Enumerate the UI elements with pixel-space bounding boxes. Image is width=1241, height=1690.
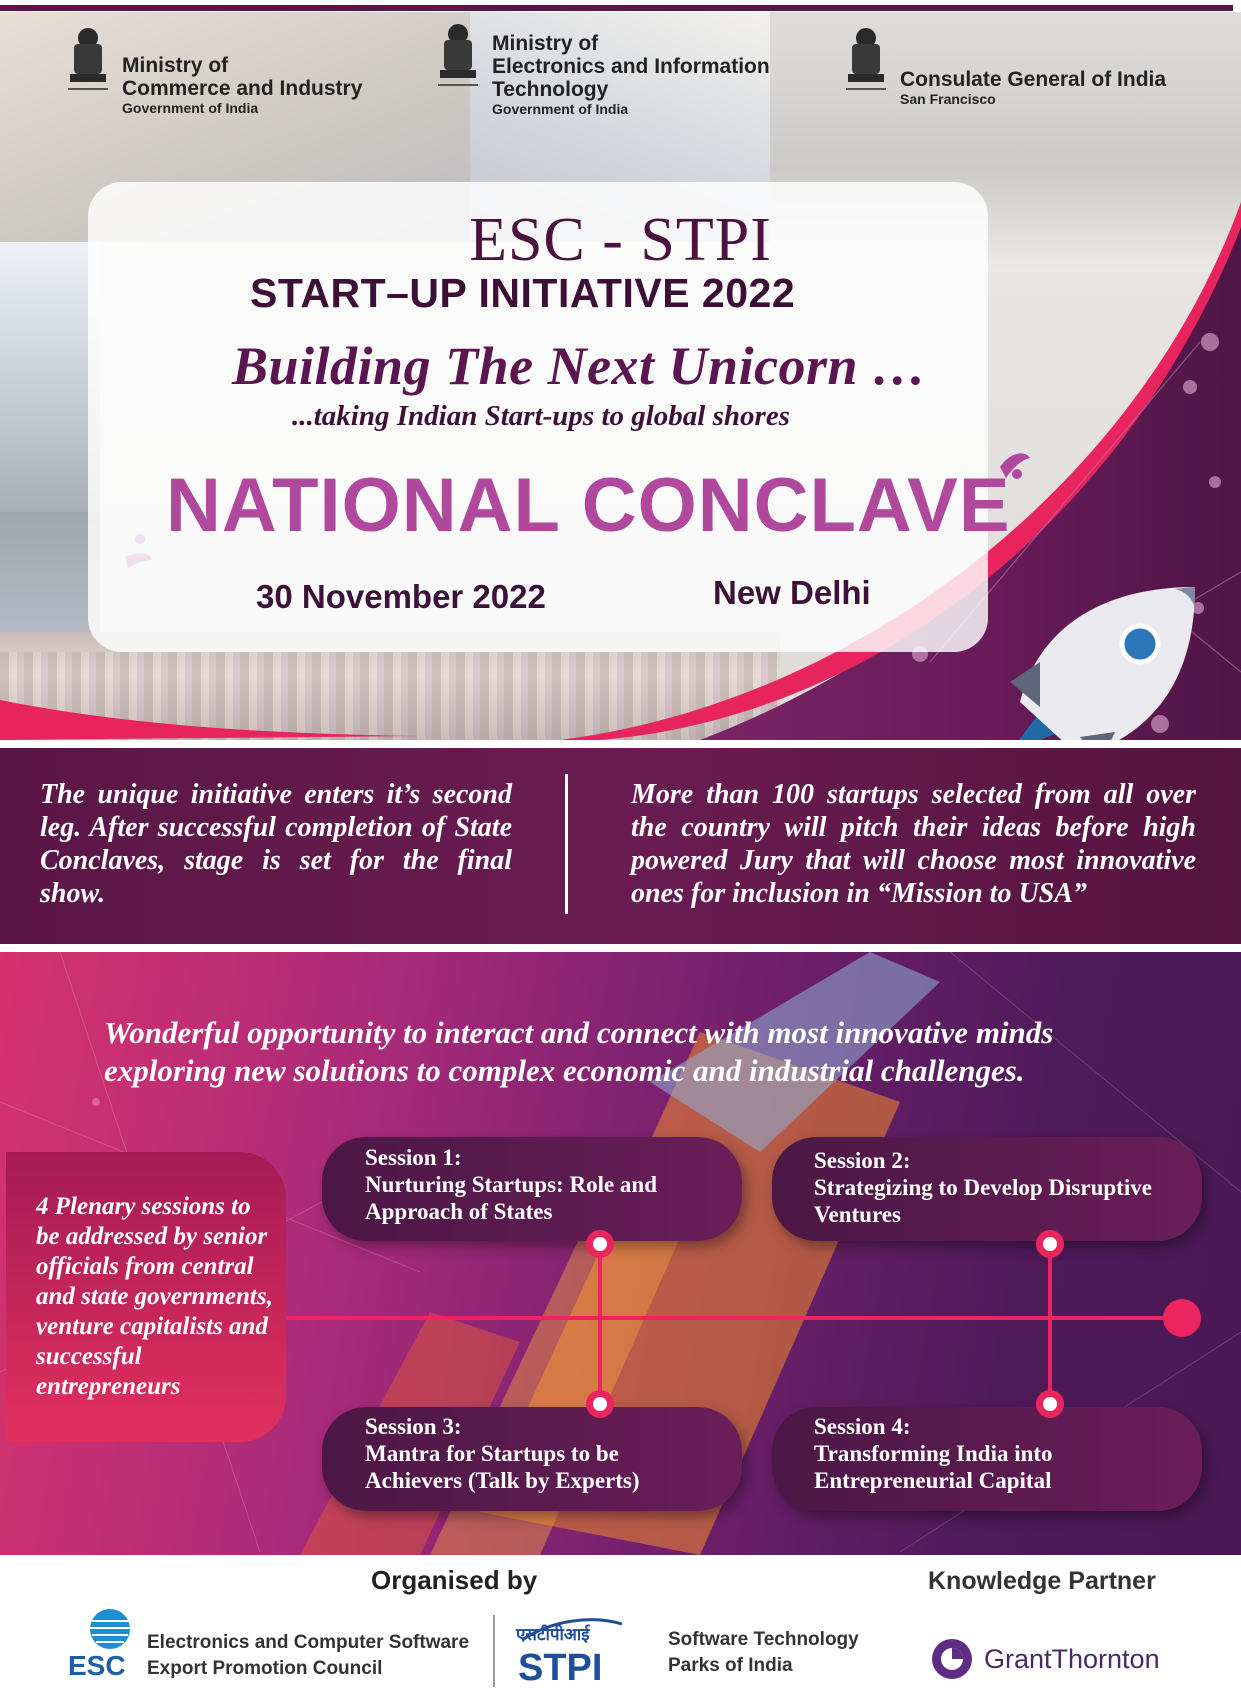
session-title: Entrepreneurial Capital <box>814 1468 1052 1493</box>
logo-line: Technology <box>492 78 609 101</box>
session-label: Session 2: <box>814 1148 911 1173</box>
info-band <box>0 748 1241 944</box>
session-title: Transforming India into <box>814 1441 1053 1466</box>
logo-line: Ministry of <box>492 32 599 55</box>
event-date: 30 November 2022 <box>256 578 546 615</box>
ashoka-emblem-icon <box>64 24 112 102</box>
session-title: Mantra for Startups to be <box>365 1441 619 1466</box>
session-title: Nurturing Startups: Role and <box>365 1172 658 1197</box>
stpi-name-line: Software Technology <box>668 1629 859 1650</box>
session-1-text <box>365 1144 657 1225</box>
session-label: Session 4: <box>814 1414 911 1439</box>
session-label: Session 3: <box>365 1414 462 1439</box>
session-4-text <box>814 1413 1053 1494</box>
timeline-end-dot <box>1163 1299 1201 1337</box>
esc-abbr: ESC <box>68 1650 126 1679</box>
opportunity-headline-line: Wonderful opportunity to interact and connect with most innovative minds <box>104 1015 1054 1050</box>
logo-meity <box>434 20 770 118</box>
footer-divider <box>493 1615 495 1687</box>
stpi-name-line: Parks of India <box>668 1655 793 1676</box>
program-section <box>0 952 1241 1555</box>
logo-line: San Francisco <box>900 91 996 107</box>
timeline-pin <box>1036 1230 1064 1258</box>
info-right-text: More than 100 startups selected from all over the country will pitch their ideas before high powered Jury that will choose most innovative ones for inclusion in “Mission to USA” <box>631 779 1196 909</box>
event-venue: New Delhi <box>713 574 871 611</box>
logo-line: Government of India <box>492 101 629 117</box>
logo-line: Consulate General of India <box>900 68 1167 91</box>
logo-line: Ministry of <box>122 54 229 77</box>
logo-line: Government of India <box>122 100 259 116</box>
timeline-pin <box>586 1390 614 1418</box>
stpi-hindi: एसटीपीआई <box>516 1625 590 1645</box>
session-title: Achievers (Talk by Experts) <box>365 1468 640 1493</box>
info-left-text: The unique initiative enters it’s second leg. After successful completion of State Conclaves, stage is set for the final show. <box>40 779 512 909</box>
esc-name-line: Electronics and Computer Software <box>147 1632 470 1653</box>
session-label: Session 1: <box>365 1145 462 1170</box>
session-3-text <box>365 1413 640 1494</box>
timeline-pin <box>586 1230 614 1258</box>
stpi-logo-icon <box>512 1610 630 1684</box>
initiative-heading: START–UP INITIATIVE 2022 <box>250 270 796 316</box>
partner-name: GrantThornton <box>984 1644 1160 1674</box>
session-title: Ventures <box>814 1202 901 1227</box>
stpi-name <box>668 1627 859 1679</box>
esc-logo-icon <box>66 1607 138 1679</box>
top-rule <box>0 0 1241 12</box>
event-name: NATIONAL CONCLAVE <box>166 463 1011 548</box>
event-title: ESC - STPI <box>469 206 772 274</box>
info-divider <box>565 774 568 914</box>
session-title: Strategizing to Develop Disruptive <box>814 1175 1152 1200</box>
pink-arc-left <box>0 700 420 740</box>
organised-by-label: Organised by <box>371 1565 538 1595</box>
stpi-abbr: STPI <box>518 1647 603 1684</box>
opportunity-headline-line: exploring new solutions to complex economic and industrial challenges. <box>104 1053 1025 1088</box>
esc-name-line: Export Promotion Council <box>147 1658 383 1679</box>
opportunity-headline <box>104 1014 1164 1090</box>
session-2-text <box>814 1147 1152 1228</box>
logo-consulate <box>842 24 1166 108</box>
tagline: Building The Next Unicorn … <box>232 336 927 396</box>
plenary-text: 4 Plenary sessions to be addressed by senior officials from central and state governments, venture capitalists and successful entrepreneurs <box>36 1193 273 1400</box>
session-title: Approach of States <box>365 1199 553 1224</box>
logo-line: Commerce and Industry <box>122 77 363 100</box>
ashoka-emblem-icon <box>842 24 890 102</box>
timeline-pin <box>1036 1390 1064 1418</box>
logo-commerce <box>64 24 362 117</box>
logo-line: Electronics and Information <box>492 55 770 78</box>
footer <box>0 1555 1241 1690</box>
ashoka-emblem-icon <box>434 20 482 98</box>
esc-name <box>147 1630 469 1682</box>
knowledge-partner-label: Knowledge Partner <box>928 1567 1156 1595</box>
grant-thornton-logo-icon <box>930 1637 974 1681</box>
sub-tagline: ...taking Indian Start-ups to global shores <box>292 400 790 432</box>
